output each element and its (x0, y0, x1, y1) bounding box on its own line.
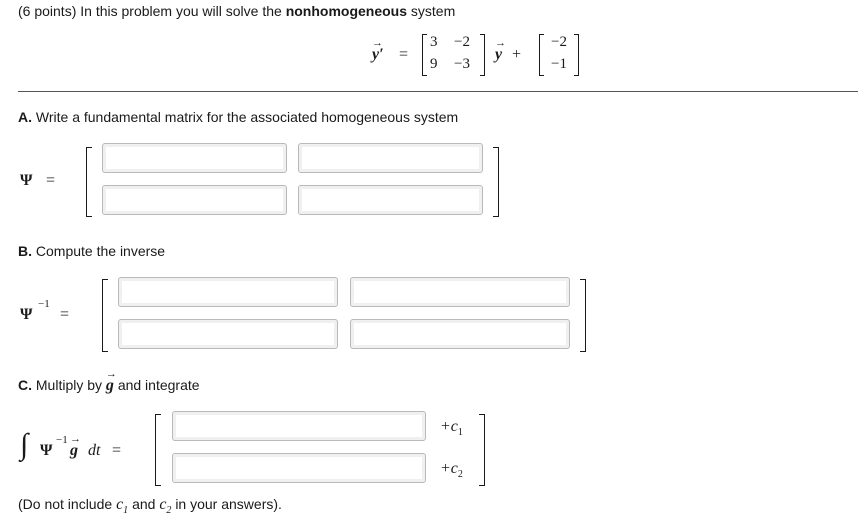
integrand-superscript: −1 (56, 434, 68, 446)
psi-symbol-integrand: Ψ (40, 442, 53, 459)
part-c-equals: = (112, 442, 122, 459)
integral-sign: ∫ (20, 428, 29, 461)
psi-input-21[interactable] (102, 185, 287, 215)
matrix-a11: 3 (430, 34, 438, 50)
problem-statement (18, 3, 455, 19)
footer-c2: $c_2$ (159, 496, 172, 517)
part-a-text: Write a fundamental matrix for the associated homogeneous system (35, 109, 459, 125)
psi-input-22[interactable] (298, 185, 483, 215)
part-a-right-bracket (493, 147, 499, 217)
plus-c1-label: $+c_1$ (440, 418, 463, 439)
y-vector: → y (495, 46, 502, 64)
part-b-right-bracket (580, 279, 586, 352)
vector-right-bracket (574, 34, 579, 76)
part-c-text-pre: Multiply by (35, 377, 103, 393)
part-a-heading (18, 109, 458, 125)
integral-input-1[interactable] (172, 411, 426, 441)
plus-sign: + (512, 46, 522, 63)
matrix-left-bracket (422, 34, 427, 76)
intro-text: In this problem you will solve the (80, 3, 282, 19)
psi-inverse-superscript: −1 (38, 298, 50, 310)
matrix-a12: −2 (454, 34, 470, 50)
matrix-a22: −3 (454, 56, 470, 72)
part-a-left-bracket (86, 147, 92, 217)
g-vector-integrand: → g (70, 442, 78, 460)
keyword-nonhomogeneous: nonhomogeneous (285, 3, 408, 19)
equals-sign: = (399, 46, 409, 63)
psi-inverse-symbol: Ψ (20, 306, 33, 323)
psi-input-11[interactable] (102, 143, 287, 173)
part-c-left-bracket (155, 414, 161, 486)
part-b-text: Compute the inverse (35, 243, 166, 259)
part-c-right-bracket (479, 414, 485, 486)
psi-inverse-input-22[interactable] (350, 319, 570, 349)
vector-b1: −2 (551, 34, 567, 50)
part-c-text-post: and integrate (117, 377, 200, 393)
part-b-heading (18, 243, 165, 259)
footer-note (18, 496, 282, 516)
part-b-letter: B. (18, 243, 32, 259)
part-c-letter: C. (18, 377, 32, 393)
part-a-letter: A. (18, 109, 32, 125)
part-b-equals: = (60, 306, 70, 323)
plus-c2-label: $+c_2$ (440, 460, 463, 481)
footer-post: in your answers). (175, 496, 282, 512)
dt-label: dt (88, 442, 101, 459)
integral-input-2[interactable] (172, 453, 426, 483)
footer-c1: $c_1$ (116, 496, 129, 517)
g-vector: → g (106, 377, 114, 394)
psi-inverse-input-21[interactable] (118, 319, 338, 349)
intro-suffix: system (410, 3, 456, 19)
matrix-right-bracket (480, 34, 485, 76)
matrix-a21: 9 (430, 56, 438, 72)
psi-symbol: Ψ (20, 172, 33, 189)
footer-pre: (Do not include (18, 496, 113, 512)
vector-left-bracket (539, 34, 544, 76)
psi-inverse-input-11[interactable] (118, 277, 338, 307)
part-b-left-bracket (102, 279, 108, 352)
divider (18, 91, 858, 92)
part-c-heading (18, 377, 200, 395)
points-label: (6 points) (18, 3, 77, 19)
psi-input-12[interactable] (298, 143, 483, 173)
footer-and: and (132, 496, 156, 512)
vector-b2: −1 (551, 56, 567, 72)
part-a-equals: = (46, 172, 56, 189)
psi-inverse-input-12[interactable] (350, 277, 570, 307)
y-prime: → y′ (372, 46, 384, 64)
